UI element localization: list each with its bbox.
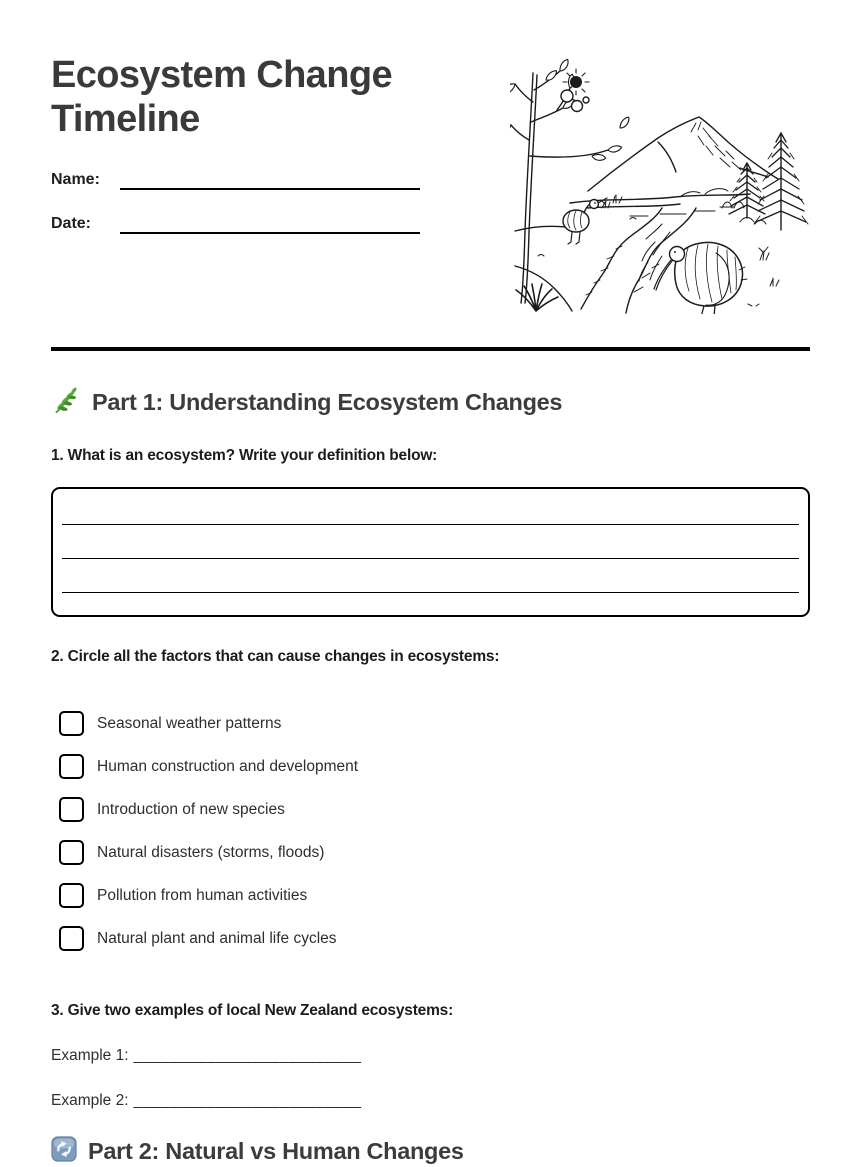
- checkbox-label: Introduction of new species: [97, 800, 285, 818]
- example-1-label: Example 1:: [51, 1047, 129, 1064]
- checkbox[interactable]: [59, 797, 84, 822]
- example-2-blank[interactable]: _________________________: [133, 1092, 362, 1109]
- checkbox-label: Natural plant and animal life cycles: [97, 929, 337, 947]
- checkbox-label: Seasonal weather patterns: [97, 714, 282, 732]
- checkbox-label: Human construction and development: [97, 757, 359, 775]
- checkbox[interactable]: [59, 883, 84, 908]
- list-item: [59, 840, 810, 865]
- checkbox[interactable]: [59, 711, 84, 736]
- list-item: [59, 711, 810, 736]
- write-line: [62, 558, 799, 559]
- name-date-fields: [51, 168, 501, 234]
- write-line: [62, 524, 799, 525]
- date-field-label: Date:: [51, 214, 92, 232]
- list-item: [59, 926, 810, 951]
- part1-heading: [51, 388, 810, 416]
- example-2-label: Example 2:: [51, 1092, 129, 1109]
- write-line: [62, 592, 799, 593]
- example-2-row: [51, 1091, 810, 1110]
- date-field-row: [51, 212, 501, 234]
- part2-heading-text: Part 2: Natural vs Human Changes: [88, 1137, 464, 1164]
- question-2: 2. Circle all the factors that can cause changes in ecosystems:: [51, 648, 500, 665]
- page-title: Ecosystem Change Timeline: [51, 54, 392, 141]
- nz-ecosystem-illustration: [510, 56, 810, 319]
- list-item: [59, 754, 810, 779]
- name-field-label: Name:: [51, 170, 100, 188]
- herb-icon: [51, 386, 81, 419]
- example-1-blank[interactable]: _________________________: [133, 1047, 362, 1064]
- checkbox[interactable]: [59, 840, 84, 865]
- refresh-icon: [51, 1136, 77, 1167]
- list-item: [59, 797, 810, 822]
- name-field-row: [51, 168, 501, 190]
- question-3: 3. Give two examples of local New Zealand ecosystems:: [51, 1002, 454, 1019]
- part1-heading-text: Part 1: Understanding Ecosystem Changes: [92, 388, 563, 415]
- checkbox-label: Pollution from human activities: [97, 886, 308, 904]
- checkbox-label: Natural disasters (storms, floods): [97, 843, 325, 861]
- checkbox[interactable]: [59, 926, 84, 951]
- worksheet-header: [51, 50, 810, 319]
- section-divider: [51, 347, 810, 351]
- definition-answer-box[interactable]: [51, 487, 810, 617]
- factors-checklist: [59, 711, 810, 951]
- name-input-line[interactable]: [120, 168, 420, 190]
- checkbox[interactable]: [59, 754, 84, 779]
- question-1: 1. What is an ecosystem? Write your definition below:: [51, 447, 438, 464]
- list-item: [59, 883, 810, 908]
- example-1-row: [51, 1046, 810, 1065]
- date-input-line[interactable]: [120, 212, 420, 234]
